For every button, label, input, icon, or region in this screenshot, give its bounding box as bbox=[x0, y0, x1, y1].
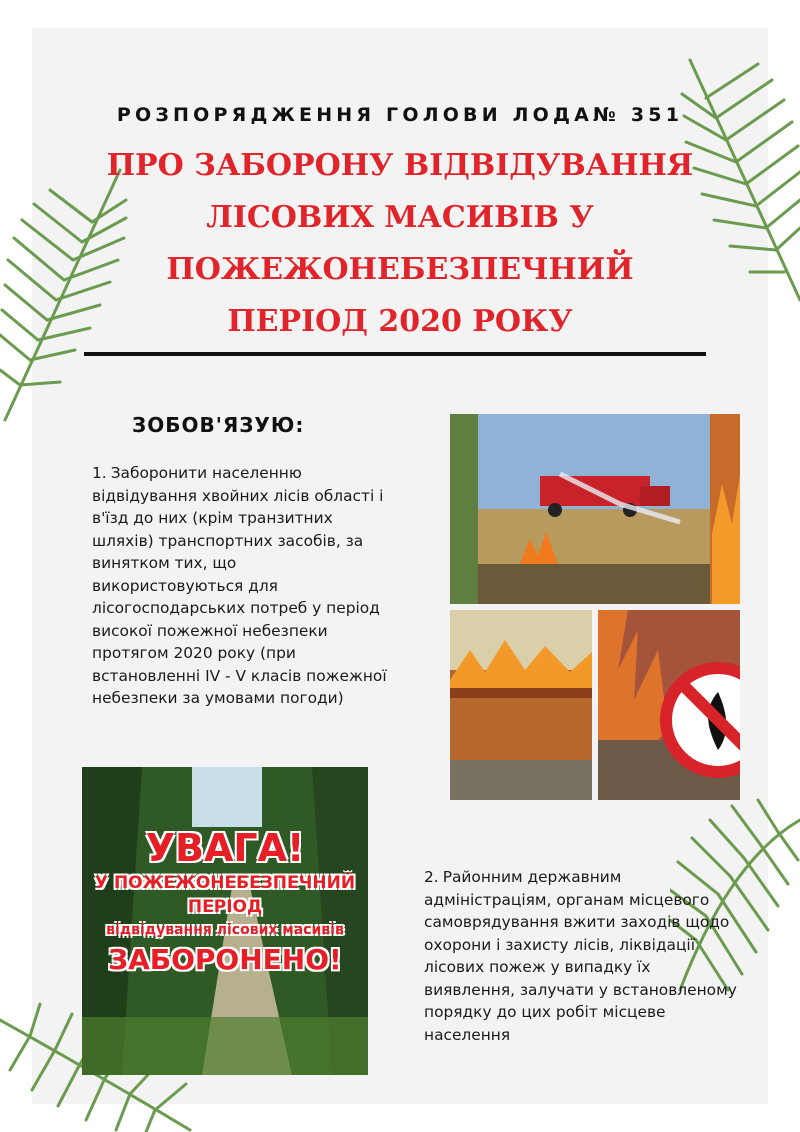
field-fire-photo bbox=[450, 610, 592, 800]
section-heading: ЗОБОВ'ЯЗУЮ: bbox=[132, 413, 305, 437]
title-line: ПОЖЕЖОНЕБЕЗПЕЧНИЙ bbox=[166, 252, 634, 287]
item-text: Районним державним адміністраціям, органам місцевого самоврядування вжити заходів щодо охорони і захисту лісів, ліквідації лісових пожеж у випадку їх виявлення, залучати у встановленому порядку до цих робіт місцеве населення bbox=[424, 868, 737, 1044]
title-line: ПЕРІОД 2020 РОКУ bbox=[227, 304, 573, 339]
title-line: ПРО ЗАБОРОНУ ВІДВІДУВАННЯ bbox=[106, 148, 694, 183]
title-divider bbox=[84, 352, 706, 356]
warning-line: відвідування лісових масивів bbox=[106, 922, 344, 938]
no-fire-sign-icon bbox=[666, 668, 740, 772]
warning-forbidden: ЗАБОРОНЕНО! bbox=[108, 943, 342, 976]
warning-line: У ПОЖЕЖОНЕБЕЗПЕЧНИЙ bbox=[94, 873, 356, 893]
item-number: 1. bbox=[92, 464, 107, 482]
fire-truck-photo bbox=[450, 414, 740, 604]
warning-attention: УВАГА! bbox=[145, 826, 305, 870]
warning-line: ПЕРІОД bbox=[187, 897, 263, 917]
item-text: Заборонити населенню відвідування хвойних лісів області і в'їзд до них (крім транзитних шляхів) транспортних засобів, за винятком тих, що використовуються для лісогосподарських потреб у період високої пожежної небезпеки протягом 2020 року (при встановленні IV - V класів пожежної небезпеки за умовами погоди) bbox=[92, 464, 387, 707]
decree-label: РОЗПОРЯДЖЕННЯ ГОЛОВИ ЛОДА№ 351 bbox=[116, 104, 684, 126]
title-line: ЛІСОВИХ МАСИВІВ У bbox=[206, 200, 594, 235]
item-number: 2. bbox=[424, 868, 439, 886]
page-title bbox=[90, 140, 710, 348]
list-item bbox=[92, 462, 392, 710]
no-fire-sign-photo bbox=[598, 610, 740, 800]
list-item bbox=[424, 866, 742, 1046]
warning-poster bbox=[82, 767, 368, 1075]
